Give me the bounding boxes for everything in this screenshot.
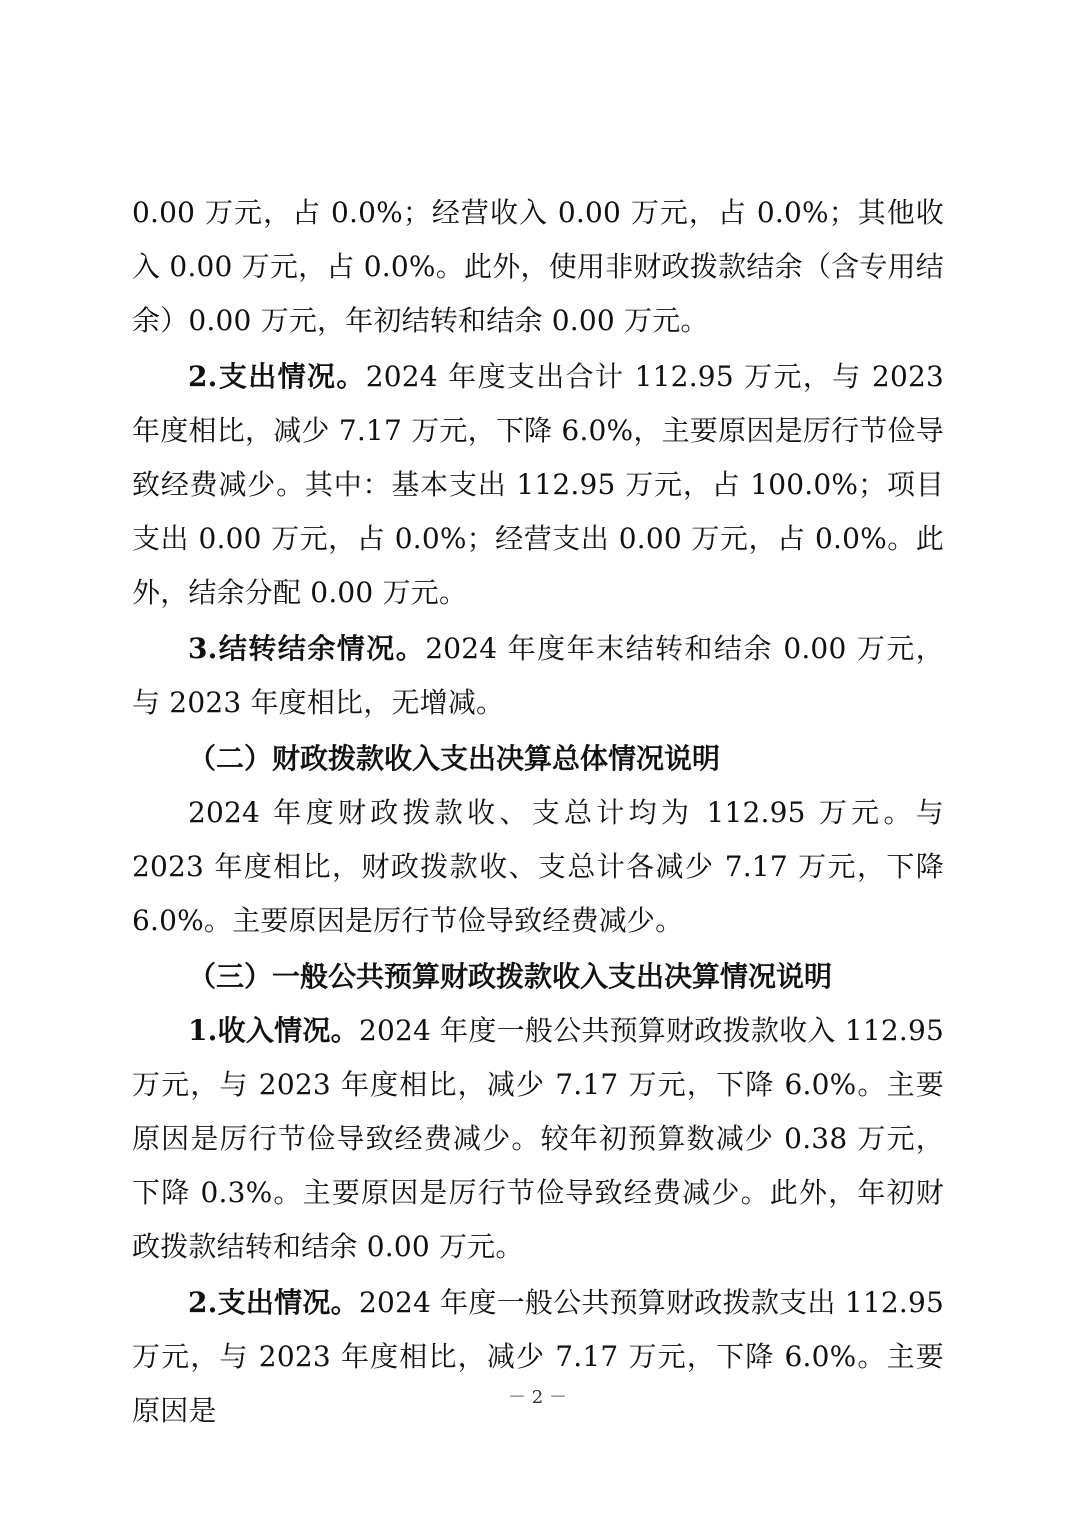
paragraph-income-continued xyxy=(132,186,944,348)
paragraph-general-income xyxy=(132,1004,944,1274)
paragraph-carryover xyxy=(132,622,944,730)
paragraph-text: 2024 年度一般公共预算财政拨款收入 112.95 万元，与 2023 年度相比，减少 7.17 万元，下降 6.0%。主要原因是厉行节俭导致经费减少。较年初预算数减少 0.38 万元，下降 0.3%。主要原因是厉行节俭导致经费减少。此外，年初财政拨款结转和结余 0.00 万元。 xyxy=(132,1014,945,1263)
paragraph-text: 2024 年度财政拨款收、支总计均为 112.95 万元。与 2023 年度相比，财政拨款收、支总计各减少 7.17 万元，下降 6.0%。主要原因是厉行节俭导致经费减少。 xyxy=(132,796,944,937)
page-number: － 2 － xyxy=(508,1387,567,1408)
paragraph-text: 2024 年度支出合计 112.95 万元，与 2023 年度相比，减少 7.17 万元，下降 6.0%，主要原因是厉行节俭导致经费减少。其中：基本支出 112.95 万元，占 100.0%；项目支出 0.00 万元，占 0.0%；经营支出 0.00 万元，占 0.0%。此外，结余分配 0.00 万元。 xyxy=(132,360,944,609)
paragraph-lead-title: 3.结转结余情况。 xyxy=(188,632,426,665)
section-heading-general-budget: （三）一般公共预算财政拨款收入支出决算情况说明 xyxy=(188,960,833,993)
paragraph-expenditure xyxy=(132,350,944,620)
paragraph-lead-title: 2.支出情况。 xyxy=(188,360,366,393)
document-body xyxy=(132,186,944,1438)
paragraph-text: 0.00 万元，占 0.0%；经营收入 0.00 万元，占 0.0%；其他收入 0.00 万元，占 0.0%。此外，使用非财政拨款结余（含专用结余）0.00 万元，年初结转和结余 0.00 万元。 xyxy=(132,196,944,337)
paragraph-text: 2024 年度一般公共预算财政拨款支出 112.95 万元，与 2023 年度相比，减少 7.17 万元，下降 6.0%。主要原因是 xyxy=(132,1286,945,1427)
section-heading-fiscal-total: （二）财政拨款收入支出决算总体情况说明 xyxy=(188,742,721,775)
paragraph-general-expenditure xyxy=(132,1276,944,1438)
paragraph-lead-title: 2.支出情况。 xyxy=(188,1286,359,1319)
paragraph-lead-title: 1.收入情况。 xyxy=(188,1014,359,1047)
paragraph-fiscal-total xyxy=(132,786,944,948)
paragraph-text: 2024 年度年末结转和结余 0.00 万元，与 2023 年度相比，无增减。 xyxy=(132,632,944,719)
